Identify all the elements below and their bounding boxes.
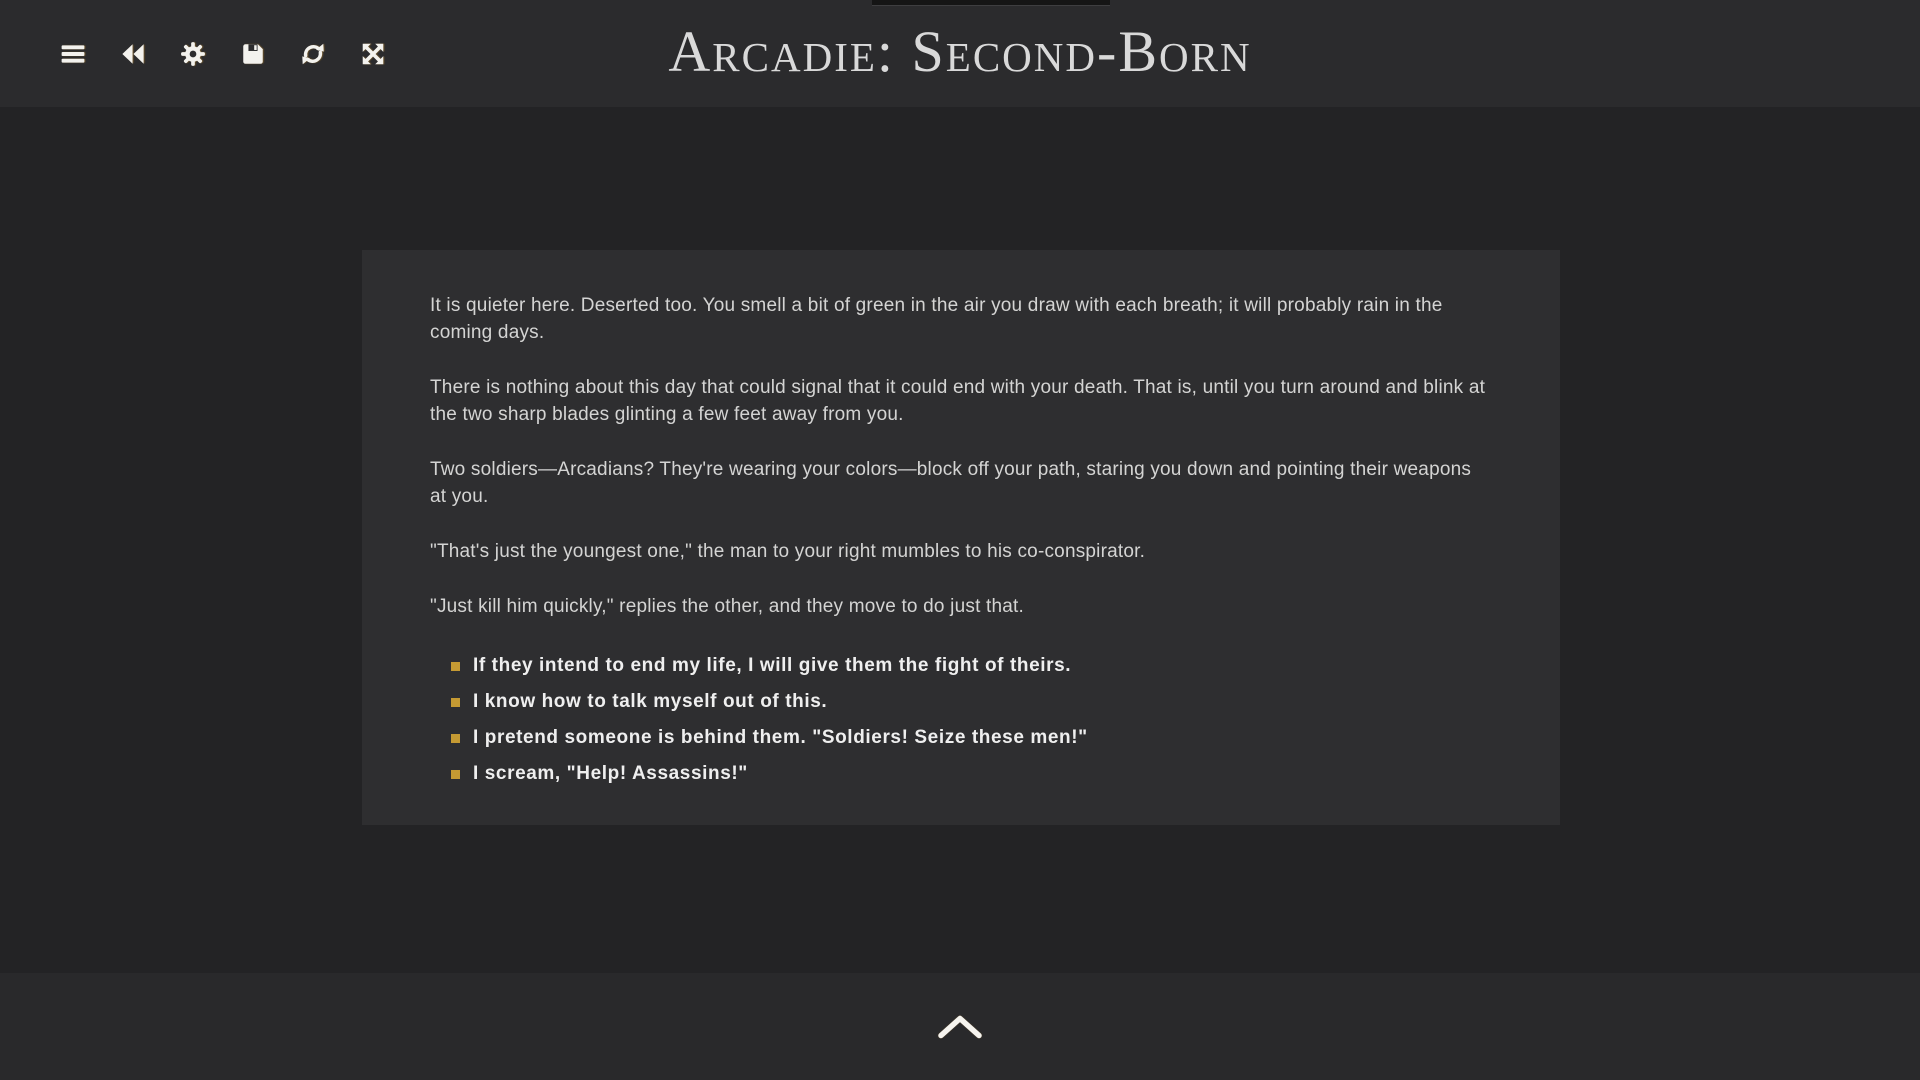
story-panel (362, 250, 1560, 825)
choice-bullet-icon (451, 698, 460, 707)
choice-option[interactable] (451, 756, 1492, 792)
scroll-top-button[interactable] (931, 1009, 989, 1045)
story-paragraph: There is nothing about this day that could signal that it could end with your death. That is, until you turn around and blink at the two sharp blades glinting a few feet away from you. (430, 377, 1486, 425)
story-paragraph: Two soldiers—Arcadians? They're wearing your colors—block off your path, staring you down and pointing their weapons at you. (430, 459, 1472, 507)
choice-option[interactable] (451, 684, 1492, 720)
choice-bullet-icon (451, 734, 460, 743)
choice-option-label: I scream, "Help! Assassins!" (473, 763, 748, 784)
choice-option-label: If they intend to end my life, I will give them the fight of theirs. (473, 655, 1072, 676)
choice-option-label: I know how to talk myself out of this. (473, 691, 828, 712)
story-paragraph: "That's just the youngest one," the man to your right mumbles to his co-conspirator. (430, 541, 1146, 562)
choice-option[interactable] (451, 720, 1492, 756)
chevron-up-icon (937, 1015, 983, 1039)
choice-option-label: I pretend someone is behind them. "Soldiers! Seize these men!" (473, 727, 1088, 748)
game-title: Arcadie: Second-Born (668, 18, 1252, 84)
choice-bullet-icon (451, 662, 460, 671)
header (0, 0, 1920, 107)
choice-option[interactable] (451, 648, 1492, 684)
top-overlay-strip (872, 0, 1110, 6)
story-paragraph: "Just kill him quickly," replies the other, and they move to do just that. (430, 596, 1024, 617)
footer (0, 973, 1920, 1080)
choice-bullet-icon (451, 770, 460, 779)
choice-list (430, 648, 1492, 792)
story-paragraph: It is quieter here. Deserted too. You smell a bit of green in the air you draw with each breath; it will probably rain in the coming days. (430, 295, 1443, 343)
